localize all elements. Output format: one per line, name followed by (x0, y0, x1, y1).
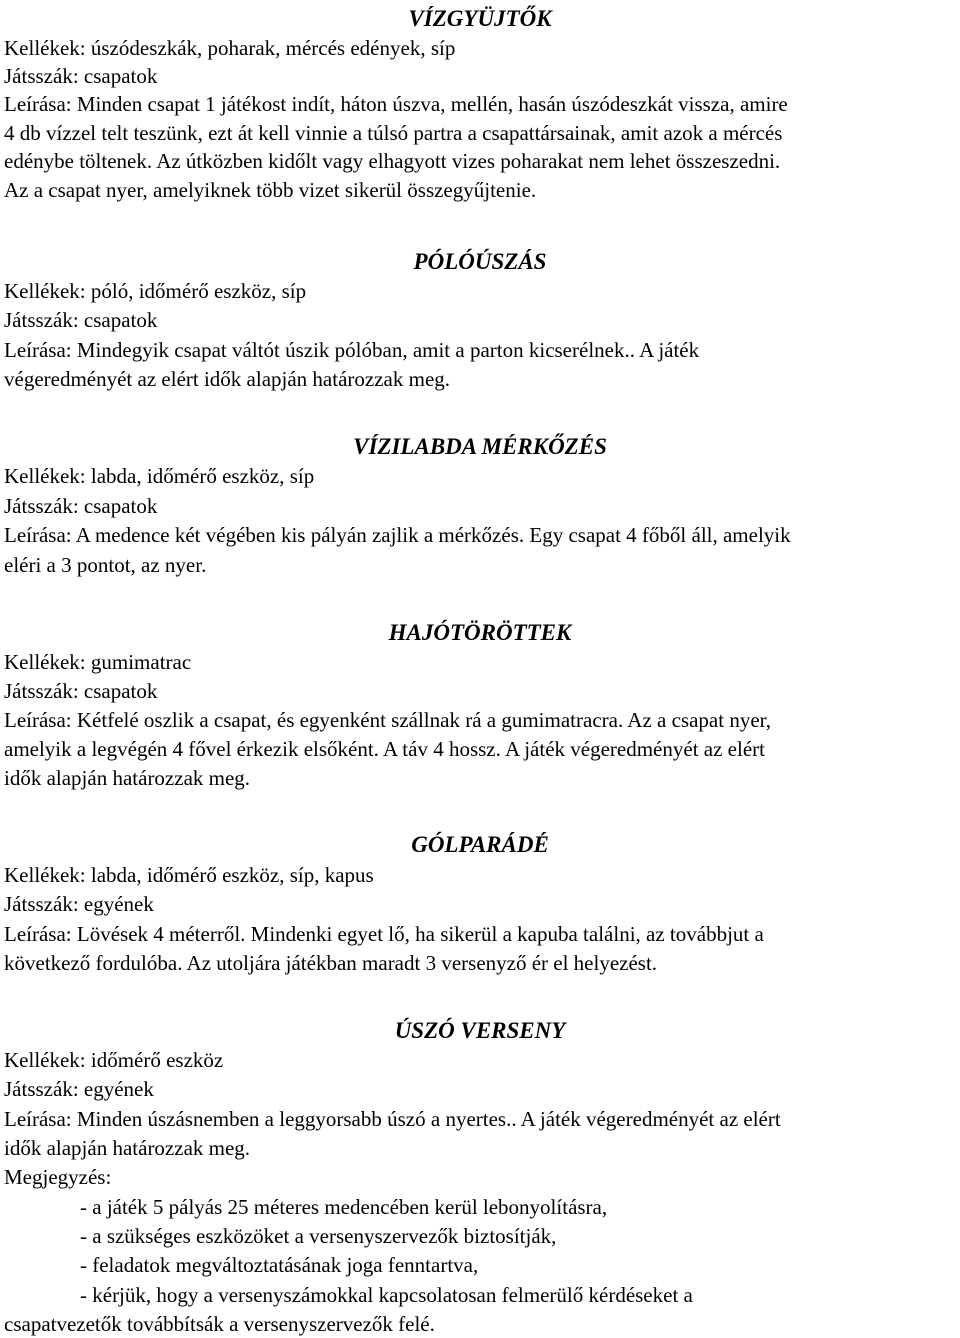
section-5-line-1: Kellékek: labda, időmérő eszköz, síp, kapus (4, 863, 374, 887)
section-6-line-2: Játsszák: egyének (4, 1077, 154, 1101)
section-2-line-3: Leírása: Mindegyik csapat váltót úszik pólóban, amit a parton kicserélnek.. A játék (4, 338, 700, 362)
note-bullet-2: - a szükséges eszközöket a versenyszervezők biztosítják, (80, 1224, 557, 1248)
section-5-line-4: következő fordulóba. Az utoljára játékban maradt 3 versenyző ér el helyezést. (4, 951, 658, 975)
section-5-line-3: Leírása: Lövések 4 méterről. Mindenki egyet lő, ha sikerül a kapuba találni, az továbbjut a (4, 922, 764, 946)
section-4-line-4: amelyik a legvégén 4 fővel érkezik elsőként. A táv 4 hossz. A játék végeredményét az elért (4, 737, 765, 761)
note-bullet-1: - a játék 5 pályás 25 méteres medencében kerül lebonyolításra, (80, 1195, 608, 1219)
section-1-line-6: Az a csapat nyer, amelyiknek több vizet sikerül összegyűjtenie. (4, 178, 537, 202)
section-title-uszo-verseny: ÚSZÓ VERSENY (394, 1018, 566, 1043)
section-1-line-5: edénybe töltenek. Az útközben kidőlt vagy elhagyott vizes poharakat nem lehet összeszedni. (4, 149, 781, 173)
section-title-golparade: GÓLPARÁDÉ (411, 832, 549, 857)
section-title-polouszas: PÓLÓÚSZÁS (413, 249, 547, 274)
section-4-line-3: Leírása: Kétfelé oszlik a csapat, és egyenként szállnak rá a gumimatracra. Az a csapat nyer, (4, 708, 772, 732)
note-bullet-3: - feladatok megváltoztatásának joga fenntartva, (80, 1253, 479, 1277)
section-title-vizilabda: VÍZILABDA MÉRKŐZÉS (353, 434, 607, 459)
section-3-line-4: eléri a 3 pontot, az nyer. (4, 553, 207, 577)
section-1-line-2: Játsszák: csapatok (4, 64, 158, 88)
section-3-line-1: Kellékek: labda, időmérő eszköz, síp (4, 464, 315, 488)
section-6-line-4: idők alapján határozzak meg. (4, 1136, 251, 1160)
section-2-line-1: Kellékek: póló, időmérő eszköz, síp (4, 279, 307, 303)
section-4-line-5: idők alapján határozzak meg. (4, 766, 251, 790)
section-5-line-2: Játsszák: egyének (4, 892, 154, 916)
section-2-line-2: Játsszák: csapatok (4, 308, 158, 332)
section-1-line-1: Kellékek: úszódeszkák, poharak, mércés edények, síp (4, 36, 456, 60)
section-3-line-3: Leírása: A medence két végében kis pályán zajlik a mérkőzés. Egy csapat 4 főből áll, amelyik (4, 523, 791, 547)
note-label: Megjegyzés: (4, 1165, 112, 1189)
section-title-vizgyujtok: VÍZGYÜJTŐK (408, 6, 552, 31)
section-4-line-1: Kellékek: gumimatrac (4, 650, 192, 674)
note-bullet-4: - kérjük, hogy a versenyszámokkal kapcsolatosan felmerülő kérdéseket a (80, 1283, 693, 1307)
section-1-line-3: Leírása: Minden csapat 1 játékost indít, háton úszva, mellén, hasán úszódeszkát vissza, amire (4, 92, 788, 116)
section-2-line-4: végeredményét az elért idők alapján határozzak meg. (4, 367, 451, 391)
section-6-line-3: Leírása: Minden úszásnemben a leggyorsabb úszó a nyertes.. A játék végeredményét az elért (4, 1107, 781, 1131)
section-1-line-4: 4 db vízzel telt teszünk, ezt át kell vinnie a túlsó partra a csapattársainak, amit azok a mércés (4, 121, 783, 145)
note-continuation: csapatvezetők továbbítsák a versenyszervezők felé. (4, 1312, 435, 1336)
section-title-hajotorottek: HAJÓTÖRÖTTEK (388, 620, 572, 645)
section-3-line-2: Játsszák: csapatok (4, 494, 158, 518)
section-6-line-1: Kellékek: időmérő eszköz (4, 1048, 224, 1072)
section-4-line-2: Játsszák: csapatok (4, 679, 158, 703)
